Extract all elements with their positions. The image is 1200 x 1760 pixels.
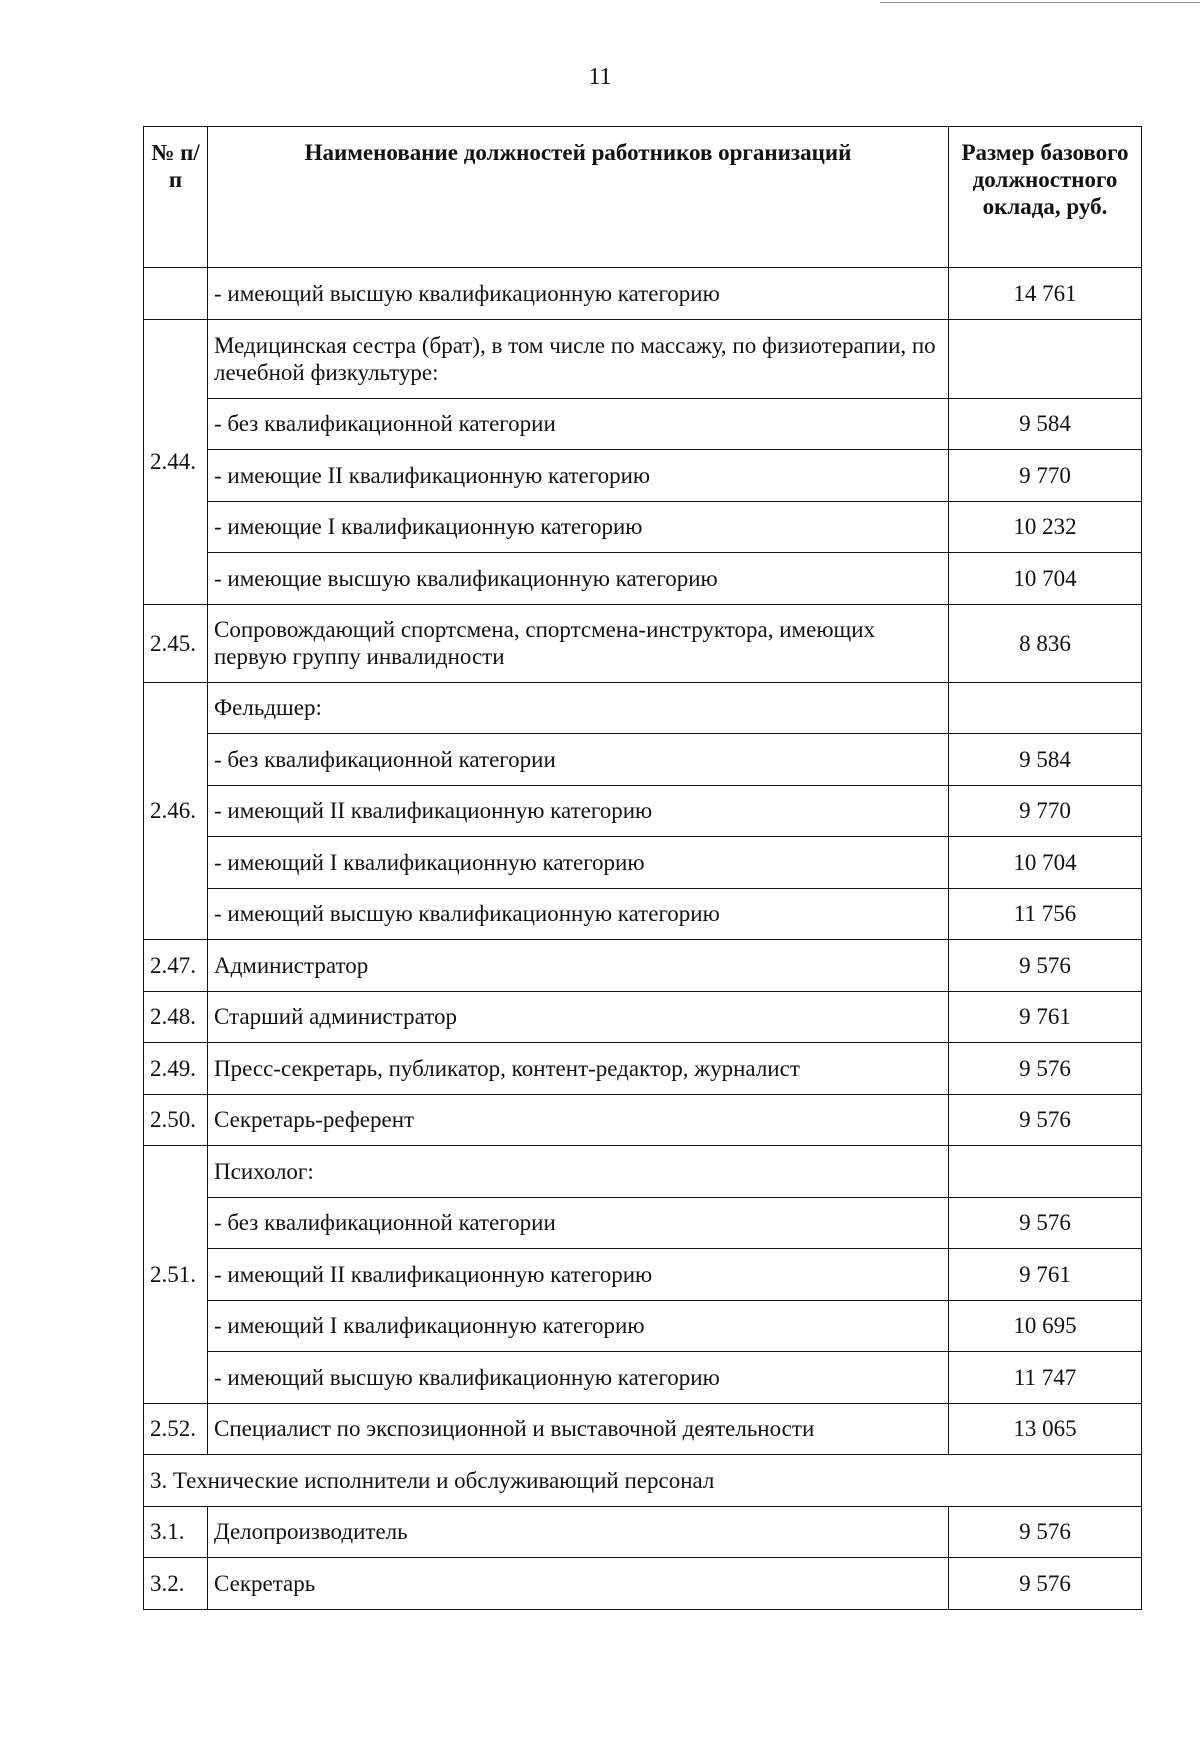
salary-amount: 8 836 (949, 604, 1142, 682)
position-name: Фельдшер: (208, 682, 949, 734)
row-number: 3.1. (144, 1506, 208, 1558)
position-name: Секретарь (208, 1558, 949, 1610)
row-number: 2.44. (144, 319, 208, 604)
position-name: - имеющие высшую квалификационную категорию (208, 553, 949, 605)
position-name: - имеющий высшую квалификационную категорию (208, 888, 949, 940)
row-number: 2.52. (144, 1403, 208, 1455)
table-row (144, 450, 1142, 502)
table-row (144, 268, 1142, 320)
position-name: - имеющий I квалификационную категорию (208, 837, 949, 889)
salary-amount: 9 576 (949, 940, 1142, 992)
position-name: - имеющие II квалификационную категорию (208, 450, 949, 502)
row-number: 2.46. (144, 682, 208, 940)
position-name: - имеющий I квалификационную категорию (208, 1300, 949, 1352)
table-row (144, 837, 1142, 889)
position-name: - без квалификационной категории (208, 398, 949, 450)
row-number (144, 268, 208, 320)
row-number: 2.51. (144, 1146, 208, 1404)
table-row (144, 553, 1142, 605)
table-row (144, 1506, 1142, 1558)
salary-amount (949, 682, 1142, 734)
position-name: - без квалификационной категории (208, 1197, 949, 1249)
salary-amount: 9 584 (949, 734, 1142, 786)
salary-amount: 13 065 (949, 1403, 1142, 1455)
table-header-row (144, 127, 1142, 268)
table-row (144, 991, 1142, 1043)
salary-amount: 9 761 (949, 1249, 1142, 1301)
position-name: Медицинская сестра (брат), в том числе по массажу, по физиотерапии, по лечебной физкультуре: (208, 319, 949, 398)
table-row (144, 1094, 1142, 1146)
position-name: Специалист по экспозиционной и выставочной деятельности (208, 1403, 949, 1455)
section-row (144, 1455, 1142, 1507)
salary-amount: 11 756 (949, 888, 1142, 940)
salary-amount: 9 761 (949, 991, 1142, 1043)
salary-amount (949, 319, 1142, 398)
table-row (144, 501, 1142, 553)
position-name: Сопровождающий спортсмена, спортсмена-инструктора, имеющих первую группу инвалидности (208, 604, 949, 682)
table-row (144, 1043, 1142, 1095)
salary-amount: 11 747 (949, 1352, 1142, 1404)
table-row (144, 888, 1142, 940)
header-number: № п/п (144, 127, 208, 268)
table-row (144, 1197, 1142, 1249)
scan-edge-line (880, 2, 1200, 3)
salary-amount: 10 704 (949, 553, 1142, 605)
salary-amount (949, 1146, 1142, 1198)
salary-amount: 9 576 (949, 1506, 1142, 1558)
salary-amount: 9 770 (949, 450, 1142, 502)
table-row (144, 785, 1142, 837)
table-row (144, 734, 1142, 786)
position-name: Администратор (208, 940, 949, 992)
table-row (144, 1300, 1142, 1352)
salary-amount: 10 704 (949, 837, 1142, 889)
salary-amount: 9 576 (949, 1197, 1142, 1249)
position-name: Секретарь-референт (208, 1094, 949, 1146)
position-name: - имеющий II квалификационную категорию (208, 785, 949, 837)
row-number: 2.49. (144, 1043, 208, 1095)
table-row (144, 1249, 1142, 1301)
salary-table (143, 126, 1142, 1610)
position-name: Пресс-секретарь, публикатор, контент-редактор, журналист (208, 1043, 949, 1095)
table-row (144, 319, 1142, 398)
salary-amount: 9 584 (949, 398, 1142, 450)
row-number: 2.47. (144, 940, 208, 992)
row-number: 2.45. (144, 604, 208, 682)
table-row (144, 604, 1142, 682)
table-row (144, 940, 1142, 992)
table-row (144, 1146, 1142, 1198)
row-number: 2.50. (144, 1094, 208, 1146)
position-name: Делопроизводитель (208, 1506, 949, 1558)
salary-amount: 10 695 (949, 1300, 1142, 1352)
section-title: 3. Технические исполнители и обслуживающий персонал (144, 1455, 1142, 1507)
salary-amount: 9 576 (949, 1043, 1142, 1095)
row-number: 2.48. (144, 991, 208, 1043)
salary-amount: 14 761 (949, 268, 1142, 320)
position-name: Психолог: (208, 1146, 949, 1198)
salary-amount: 9 770 (949, 785, 1142, 837)
table-row (144, 1403, 1142, 1455)
position-name: - имеющий высшую квалификационную категорию (208, 268, 949, 320)
table-row (144, 1352, 1142, 1404)
salary-amount: 9 576 (949, 1558, 1142, 1610)
position-name: - без квалификационной категории (208, 734, 949, 786)
header-position-name: Наименование должностей работников организаций (208, 127, 949, 268)
position-name: Старший администратор (208, 991, 949, 1043)
salary-amount: 10 232 (949, 501, 1142, 553)
table-row (144, 398, 1142, 450)
table-row (144, 1558, 1142, 1610)
position-name: - имеющий высшую квалификационную категорию (208, 1352, 949, 1404)
page-number: 11 (588, 64, 612, 90)
header-salary-amount: Размер базового должностного оклада, руб. (949, 127, 1142, 268)
row-number: 3.2. (144, 1558, 208, 1610)
table-row (144, 682, 1142, 734)
position-name: - имеющие I квалификационную категорию (208, 501, 949, 553)
salary-amount: 9 576 (949, 1094, 1142, 1146)
position-name: - имеющий II квалификационную категорию (208, 1249, 949, 1301)
